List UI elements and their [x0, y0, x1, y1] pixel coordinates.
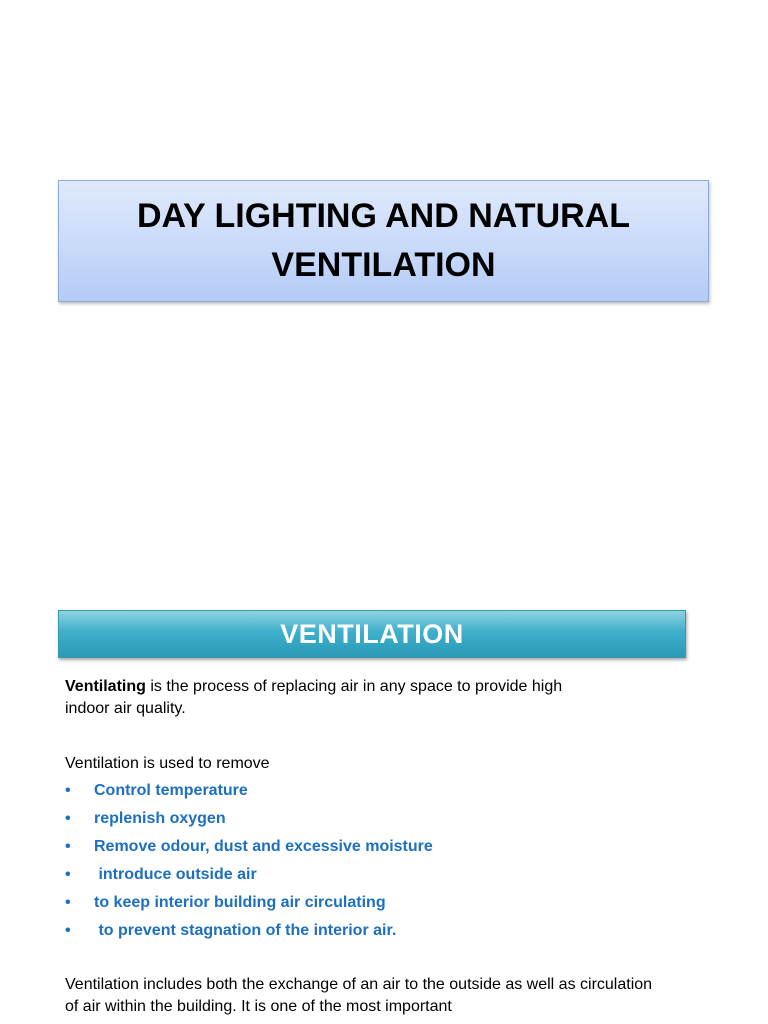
bullet-icon: •	[65, 810, 71, 827]
list-item-text: replenish oxygen	[94, 810, 226, 827]
bullet-icon: •	[65, 838, 71, 855]
list-item	[65, 892, 665, 920]
section-heading: VENTILATION	[280, 618, 464, 649]
list-item-text: to keep interior building air circulating	[94, 894, 386, 911]
section-heading-bar	[58, 610, 686, 658]
bullet-icon: •	[65, 894, 71, 911]
bullet-icon: •	[65, 922, 71, 939]
list-item	[65, 836, 665, 864]
definition-paragraph	[65, 676, 585, 720]
uses-intro-text: Ventilation is used to remove	[65, 755, 270, 772]
document-title: DAY LIGHTING AND NATURAL VENTILATION	[137, 197, 630, 284]
list-item-text: Remove odour, dust and excessive moisture	[94, 838, 433, 855]
list-item	[65, 780, 665, 808]
list-item	[65, 864, 665, 892]
list-item-text: introduce outside air	[94, 866, 257, 883]
title-slide-banner	[58, 180, 709, 302]
defined-term: Ventilating	[65, 678, 146, 695]
ventilation-uses-list	[65, 780, 665, 948]
definition-text: is the process of replacing air in any space to provide high indoor air quality.	[65, 678, 563, 717]
list-item-text: to prevent stagnation of the interior air.	[94, 922, 397, 939]
list-item	[65, 808, 665, 836]
closing-paragraph: Ventilation includes both the exchange of an air to the outside as well as circulation of air within the building. It is one of the most important	[65, 976, 653, 1015]
bullet-icon: •	[65, 866, 71, 883]
bullet-icon: •	[65, 782, 71, 799]
list-item-text: Control temperature	[94, 782, 248, 799]
list-item	[65, 920, 665, 948]
